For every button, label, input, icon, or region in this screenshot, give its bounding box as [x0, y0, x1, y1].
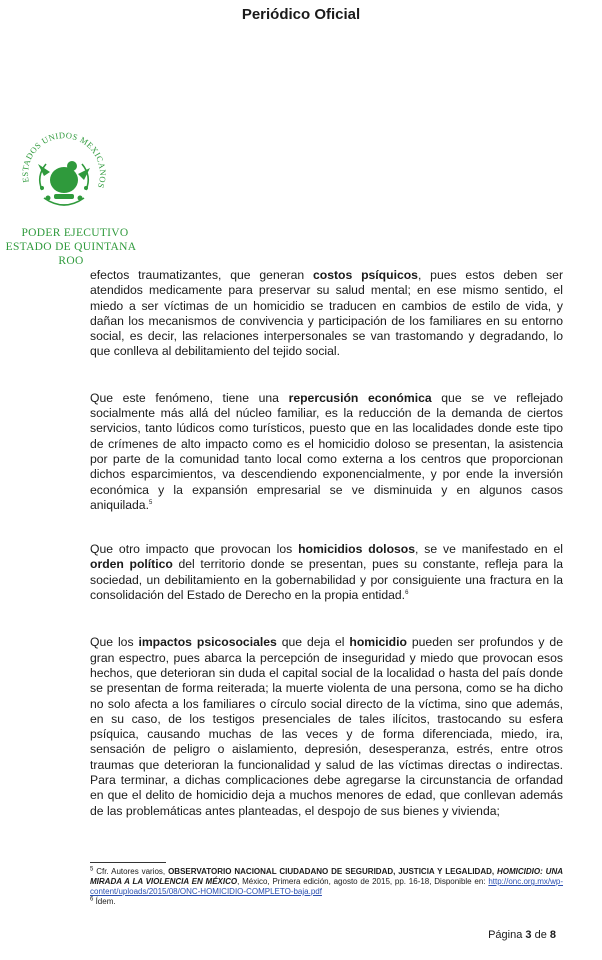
footnotes [90, 867, 563, 907]
p3-bold-orden: orden político [90, 557, 173, 572]
page-total: 8 [549, 929, 556, 941]
p2-text-a: Que este fenómeno, tiene una [90, 390, 289, 405]
government-line-1: PODER EJECUTIVO [21, 227, 129, 239]
footnote-5-bold-italic: HOMICIDIO: UNA MIRADA A LA VIOLENCIA EN MÉXICO [90, 867, 564, 886]
page-header-title: Periódico Oficial [241, 6, 361, 23]
paragraph-3 [90, 542, 563, 603]
government-line-2: ESTADO DE QUINTANA ROO [5, 241, 137, 267]
p4-bold-homicidio: homicidio [349, 635, 407, 650]
p4-bold-impactos: impactos psicosociales [138, 635, 277, 650]
footnote-ref-6: 6 [405, 589, 409, 596]
p1-text-a: efectos traumatizantes, que generan [90, 268, 313, 282]
footnote-5-link[interactable]: http://onc.org.mx/wp-content/uploads/2015/08/ONC-HOMICIDIO-COMPLETO-baja.pdf [90, 877, 564, 896]
footnote-5 [90, 867, 563, 897]
footnote-5-text-d: , México, Primera edición, agosto de 2015, pp. 16-18, Disponible en: [237, 877, 489, 886]
p4-text-c: que deja el [276, 635, 350, 650]
seal-text: ESTADOS UNIDOS MEXICANOS [19, 130, 109, 190]
p1-bold-costos: costos psíquicos [312, 268, 418, 282]
p2-bold-repercusion: repercusión económica [288, 390, 432, 405]
page-number [488, 929, 556, 941]
p4-text-a: Que los [90, 635, 139, 650]
p2-text-c: que se ve reflejado socialmente más allá del núcleo familiar, es la reducción de la demanda de ciertos servicios, tanto lúdicos como turísticos, puesto que en las localidades donde este tipo de crímenes de alto impacto como es el homicidio doloso se presentan, la asistencia por parte de la comunidad tanto local como externa a los centros que proporcionan dichos esparcimientos, va descendiendo exponencialmente, y por ende la inversión económica y la expansión empresarial se ve disminuida y en algunos casos aniquilada. [90, 390, 563, 512]
p4-text-e: pueden ser profundos y de gran espectro, pues abarca la percepción de inseguridad y miedo que provocan esos hechos, que deterioran sin duda el capital social de la localidad o hasta del país donde se presentan de forma reiterada; la muerte violenta de una persona, como se ha dicho no solo afecta a los familiares o círculo social directo de la víctima, sino que además, en su caso, de los testigos presenciales de tales ilícitos, trastocando su esfera psíquica, causando muchas de las veces y de forma diferenciada, miedo, ira, sensación de peligro o aislamiento, depresión, desesperanza, estrés, entre otros traumas que deterioran la funcionalidad y salud de las víctimas directas o indirectas. Para terminar, a dichas complicaciones debe agregarse la circunstancia de orfandad en que el delito de homicidio deja a muchos menores de edad, que conllevan además de las problemáticas antes planteadas, el despojo de sus bienes y vivienda; [90, 635, 563, 818]
footnote-ref-5: 5 [148, 499, 153, 506]
coat-of-arms-seal-icon [14, 128, 114, 228]
page-label: Página [488, 929, 526, 941]
footnote-5-bold: OBSERVATORIO NACIONAL CIUDADANO DE SEGURIDAD, JUSTICIA Y LEGALIDAD, [168, 867, 498, 876]
footnote-6-number: 6 [90, 896, 94, 903]
government-label [0, 226, 150, 268]
p3-text-c: , se ve manifestado en el [415, 542, 564, 557]
footnote-5-text-a: Cfr. Autores varios, [93, 867, 169, 876]
paragraph-1 [90, 268, 563, 360]
footnote-divider [90, 862, 166, 863]
footnote-6-text: Ídem. [93, 897, 116, 906]
body-text [90, 268, 563, 819]
footnote-5-number: 5 [90, 866, 94, 873]
paragraph-4 [90, 635, 563, 819]
page-separator: de [531, 929, 550, 941]
p3-text-a: Que otro impacto que provocan los [90, 542, 299, 557]
p3-bold-homicidios: homicidios dolosos [298, 542, 416, 557]
paragraph-2 [90, 391, 563, 513]
page-current: 3 [525, 929, 532, 941]
p1-text-c: , pues estos deben ser atendidos medicamente para preservar su salud mental; en ese mismo sentido, el miedo a ser víctimas de un homicidio se traducen en cambios de estilo de vida, y dañan los mecanismos de convivencia y participación de los familiares en su entorno social, es decir, las relaciones interpersonales se van trastomando y degradando, lo que conlleva al debilitamiento del tejido social. [90, 268, 564, 359]
footnote-6 [90, 897, 563, 907]
p3-text-e: del territorio donde se presentan, pues su constante, refleja para la sociedad, un debilitamiento en la gobernabilidad y por consiguiente una fractura en la consolidación del Estado de Derecho en la propia entidad. [90, 557, 563, 603]
